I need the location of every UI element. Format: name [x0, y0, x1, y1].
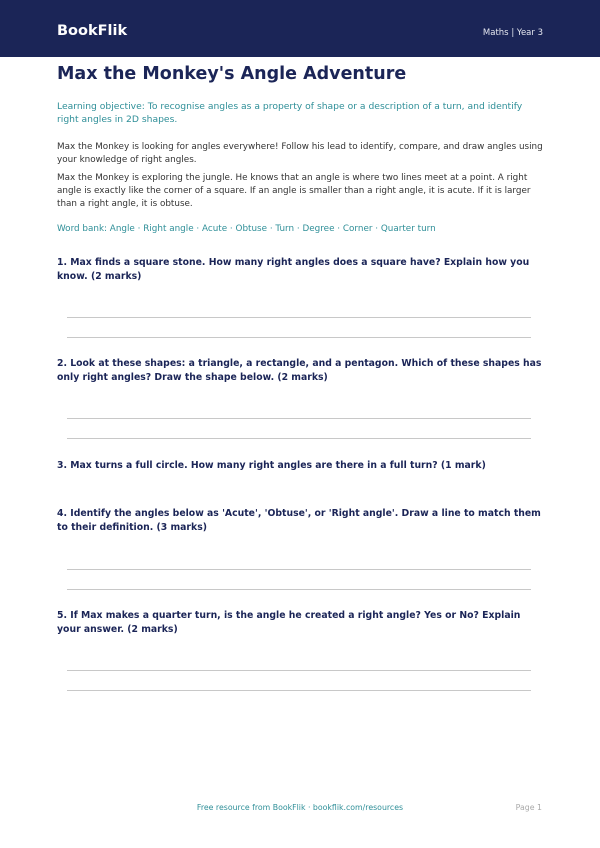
answer-line[interactable]: [67, 589, 531, 590]
page-number: Page 1: [515, 803, 542, 812]
subject-year-label: Maths | Year 3: [482, 28, 543, 38]
question-1: 1. Max finds a square stone. How many right angles does a square have? Explain how you know. (2 marks): [57, 257, 530, 282]
answer-line[interactable]: [67, 438, 531, 439]
page-title: Max the Monkey's Angle Adventure: [57, 64, 407, 84]
question-5: 5. If Max makes a quarter turn, is the angle he created a right angle? Yes or No? Explain your answer. (2 marks): [57, 610, 521, 635]
learning-objective: Learning objective: To recognise angles as a property of shape or a description of a turn, and identify right angles in 2D shapes.: [57, 101, 523, 125]
answer-line[interactable]: [67, 317, 531, 318]
explanation-paragraph: Max the Monkey is exploring the jungle. He knows that an angle is where two lines meet at a point. A right angle is exactly like the corner of a square. If an angle is smaller than a right angle, it is acute. If it is larger than a right angle, it is obtuse.: [57, 173, 531, 209]
question-4: 4. Identify the angles below as 'Acute', 'Obtuse', or 'Right angle'. Draw a line to match them to their definition. (3 marks): [57, 508, 541, 533]
answer-line[interactable]: [67, 690, 531, 691]
intro-paragraph: Max the Monkey is looking for angles everywhere! Follow his lead to identify, compare, and draw angles using your knowledge of right angles.: [57, 142, 543, 165]
answer-line[interactable]: [67, 670, 531, 671]
question-2: 2. Look at these shapes: a triangle, a rectangle, and a pentagon. Which of these shapes has only right angles? Draw the shape below. (2 marks): [57, 358, 542, 383]
question-3: 3. Max turns a full circle. How many right angles are there in a full turn? (1 mark): [57, 460, 486, 471]
answer-line[interactable]: [67, 569, 531, 570]
brand-logo[interactable]: BookFlik: [57, 23, 128, 39]
word-bank: Word bank: Angle · Right angle · Acute · Obtuse · Turn · Degree · Corner · Quarter turn: [57, 224, 436, 234]
header-bar: [0, 0, 600, 57]
answer-line[interactable]: [67, 337, 531, 338]
footer-text[interactable]: Free resource from BookFlik · bookflik.com/resources: [196, 803, 404, 812]
answer-line[interactable]: [67, 418, 531, 419]
